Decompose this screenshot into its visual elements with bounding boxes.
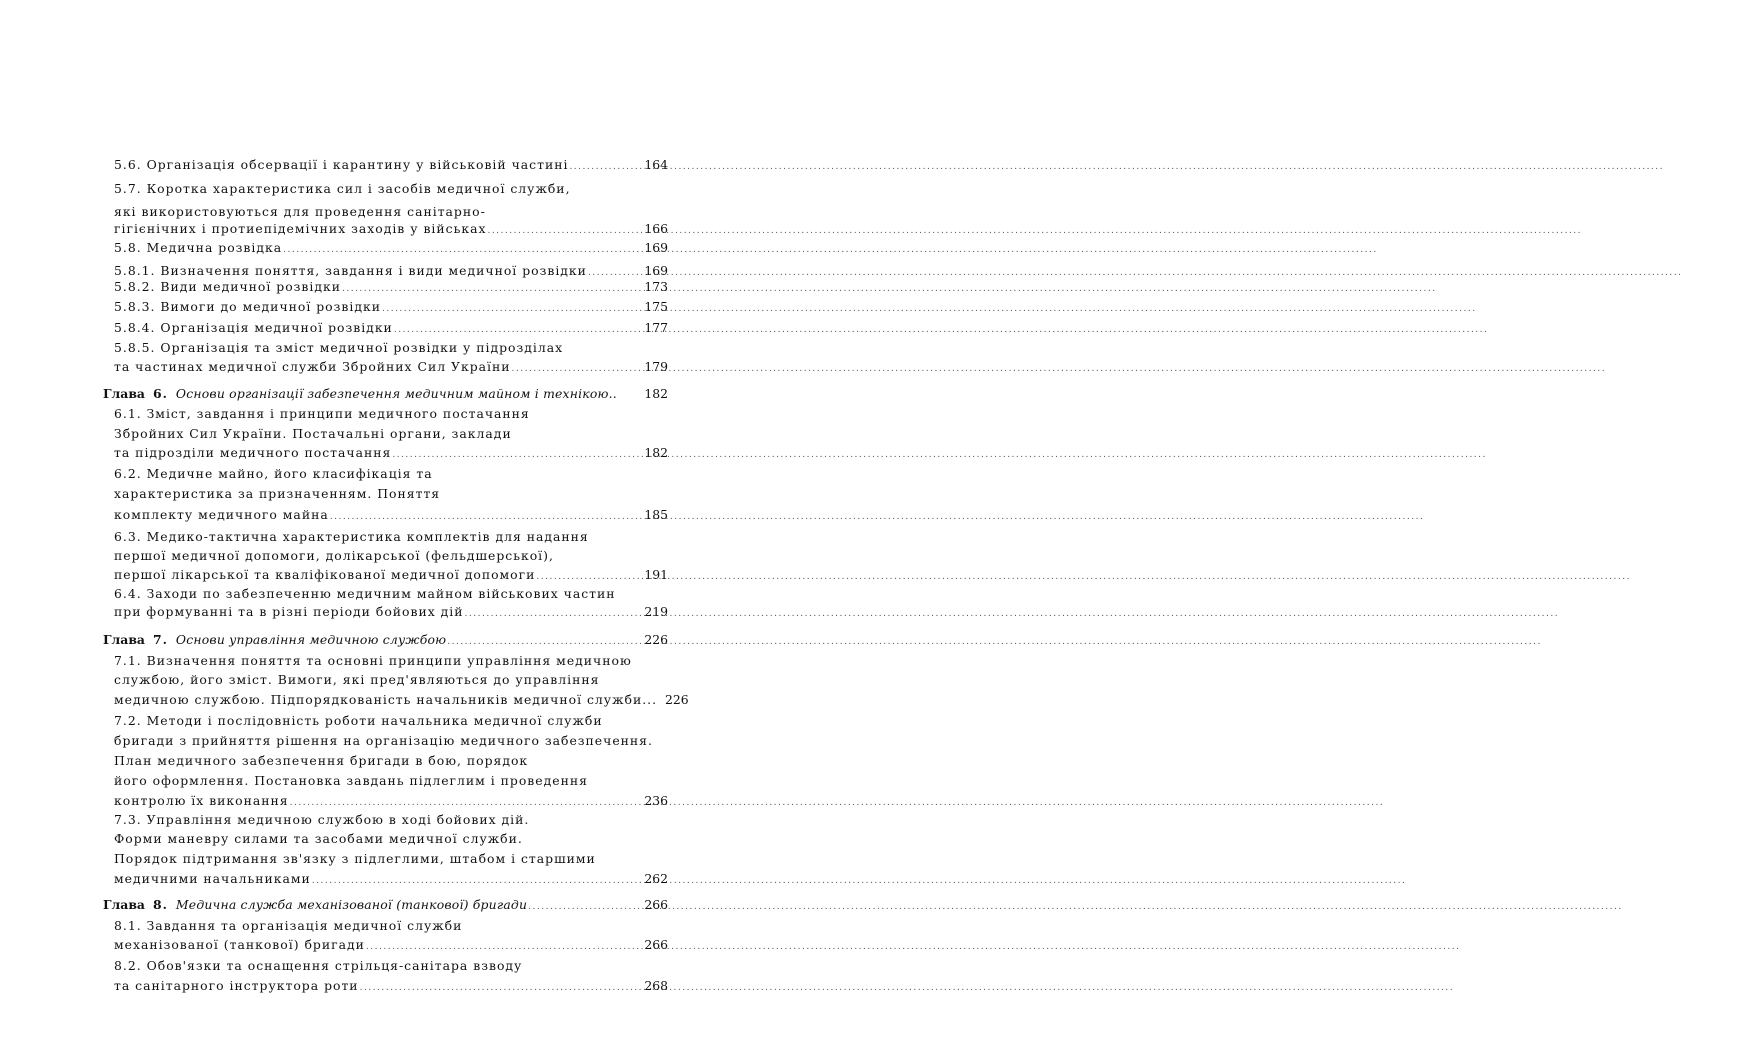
toc-page-number: 185	[644, 507, 668, 522]
leader-dots	[342, 284, 643, 294]
leader-dots	[366, 942, 643, 952]
toc-page-number: 182	[644, 386, 668, 401]
toc-entry-5-7	[114, 221, 668, 241]
toc-entry-7-1	[114, 692, 689, 712]
toc-entry-title: 5.8.4. Організація медичної розвідки	[114, 320, 393, 335]
toc-entry-title: медичними начальниками	[114, 871, 311, 886]
toc-entry-title: Форми маневру силами та засобами медичної служби.	[114, 831, 523, 846]
toc-entry-title: які використовуються для проведення санітарно-	[114, 204, 486, 219]
toc-entry-6-1-line-1	[114, 406, 668, 426]
leader-dots	[330, 512, 644, 522]
toc-entry-title: 8.2. Обов'язки та оснащення стрільця-санітара взводу	[114, 958, 523, 973]
toc-entry-title: та підрозділи медичного постачання	[114, 445, 392, 460]
toc-entry-5-7-line-1	[114, 181, 668, 201]
toc-entry-7-3	[114, 871, 668, 891]
toc-entry-title: 6.4. Заходи по забезпеченню медичним майном військових частин	[114, 586, 616, 601]
toc-entry-title: 6.1. Зміст, завдання і принципи медичного постачання	[114, 406, 530, 421]
toc-entry-7-2-line-4	[114, 773, 668, 793]
toc-entry-7-3-line-2	[114, 831, 668, 851]
toc-page-number: 226	[665, 692, 689, 707]
document-page	[0, 0, 750, 1061]
toc-page-number: 219	[644, 604, 668, 619]
toc-entry-title: його оформлення. Постановка завдань підлеглим і проведення	[114, 773, 588, 788]
toc-page-number: 177	[644, 320, 668, 335]
leader-dots	[512, 364, 644, 374]
toc-entry-title: 5.6. Організація обсервації і карантину у військовій частині	[114, 157, 569, 172]
leader-dots	[392, 450, 643, 460]
leader-dots	[283, 245, 643, 255]
toc-entry-7-2-line-3	[114, 753, 668, 773]
toc-page-number: 169	[644, 240, 668, 255]
toc-entry-8-1	[114, 937, 668, 957]
toc-entry-title: 5.8.3. Вимоги до медичної розвідки	[114, 299, 381, 314]
toc-page-number: 182	[644, 445, 668, 460]
toc-page-number: 268	[644, 978, 668, 993]
leader-dots	[290, 798, 644, 808]
toc-entry-title: Порядок підтримання зв'язку з підлеглими, штабом і старшими	[114, 851, 596, 866]
toc-entry-5-8-5	[114, 359, 668, 379]
chapter-label: Глава	[103, 897, 145, 912]
chapter-title: Медична служба механізованої (танкової) бригади	[175, 897, 528, 912]
toc-entry-7-3-line-3	[114, 851, 668, 871]
toc-entry-5-8	[114, 240, 668, 260]
toc-entry-title: контролю їх виконання	[114, 793, 289, 808]
toc-entry-6-1	[114, 445, 668, 465]
toc-chapter-8	[103, 897, 668, 917]
toc-chapter-7	[103, 632, 668, 652]
toc-page-number: 169	[644, 263, 668, 278]
leader-dots	[312, 876, 644, 886]
toc-entry-5-8-2	[114, 279, 668, 299]
toc-page-number: 175	[644, 299, 668, 314]
toc-entry-7-2-line-2	[114, 733, 668, 753]
toc-entry-title: 7.1. Визначення поняття та основні принципи управління медичною	[114, 653, 632, 668]
toc-entry-title: та частинах медичної служби Збройних Сил України	[114, 359, 511, 374]
toc-entry-title: План медичного забезпечення бригади в бою, порядок	[114, 753, 529, 768]
toc-entry-6-3-line-2	[114, 548, 668, 568]
toc-entry-title: 7.2. Методи і послідовність роботи начальника медичної служби	[114, 713, 603, 728]
toc-entry-6-3-line-1	[114, 529, 668, 549]
toc-entry-8-2-line-1	[114, 958, 668, 978]
toc-page-number: 164	[644, 157, 668, 172]
toc-page-number: 266	[644, 897, 668, 912]
toc-entry-8-1-line-1	[114, 918, 668, 938]
chapter-number: 6.	[152, 386, 168, 401]
toc-entry-title: 5.8.2. Види медичної розвідки	[114, 279, 341, 294]
toc-entry-title: 8.1. Завдання та організація медичної служби	[114, 918, 463, 933]
toc-entry-5-8-4	[114, 320, 668, 340]
toc-entry-6-2	[114, 507, 668, 527]
leader-dots	[588, 268, 643, 278]
toc-entry-6-1-line-2	[114, 426, 668, 446]
toc-page-number: 226	[644, 632, 668, 647]
chapter-title: Основи управління медичною службою	[175, 632, 447, 647]
toc-entry-7-3-line-1	[114, 812, 668, 832]
toc-entry-7-2-line-1	[114, 713, 668, 733]
toc-entry-title: бригади з прийняття рішення на організацію медичного забезпечення.	[114, 733, 653, 748]
leader-dots	[487, 226, 643, 236]
chapter-number: 8.	[152, 897, 168, 912]
toc-page-number: 236	[644, 793, 668, 808]
toc-entry-title: 5.8.5. Організація та зміст медичної розвідки у підрозділах	[114, 340, 564, 355]
toc-entry-8-2	[114, 978, 668, 998]
toc-entry-6-4	[114, 604, 668, 624]
toc-page-number: 191	[644, 567, 668, 582]
chapter-number: 7.	[152, 632, 168, 647]
toc-entry-title: 6.3. Медико-тактична характеристика комплектів для надання	[114, 529, 589, 544]
leader-dots	[382, 304, 643, 314]
toc-entry-title: медичною службою. Підпорядкованість начальників медичної служби...	[114, 692, 658, 707]
toc-entry-title: першої лікарської та кваліфікованої медичної допомоги	[114, 567, 536, 582]
leader-dots	[465, 609, 644, 619]
toc-entry-title: 5.7. Коротка характеристика сил і засобів медичної служби,	[114, 181, 571, 196]
toc-entry-7-1-line-2	[114, 672, 668, 692]
toc-entry-5-8-3	[114, 299, 668, 319]
leader-dots	[394, 325, 644, 335]
toc-entry-title: 7.3. Управління медичною службою в ході бойових дій.	[114, 812, 530, 827]
toc-entry-title: 5.8.1. Визначення поняття, завдання і види медичної розвідки	[114, 263, 587, 278]
toc-entry-title: гігієнічних і протиепідемічних заходів у військах	[114, 221, 487, 236]
toc-entry-title: комплекту медичного майна	[114, 507, 329, 522]
toc-entry-6-4-line-1	[114, 586, 668, 606]
toc-page-number: 173	[644, 279, 668, 294]
toc-entry-7-2	[114, 793, 668, 813]
toc-entry-title: при формуванні та в різні періоди бойових дій	[114, 604, 464, 619]
toc-entry-title: та санітарного інструктора роти	[114, 978, 359, 993]
toc-entry-6-2-line-1	[114, 466, 668, 486]
leader-dots	[528, 902, 643, 912]
toc-entry-title: першої медичної допомоги, долікарської (фельдшерської),	[114, 548, 554, 563]
leader-dots	[569, 162, 643, 172]
toc-entry-7-1-line-1	[114, 653, 668, 673]
toc-entry-5-6	[114, 157, 668, 177]
toc-entry-6-2-line-2	[114, 486, 668, 506]
toc-entry-title: 5.8. Медична розвідка	[114, 240, 283, 255]
toc-entry-5-8-5-line-1	[114, 340, 668, 360]
toc-chapter-6	[103, 386, 668, 406]
toc-entry-title: механізованої (танкової) бригади	[114, 937, 365, 952]
toc-page-number: 266	[644, 937, 668, 952]
leader-dots	[447, 637, 643, 647]
toc-page-number: 179	[644, 359, 668, 374]
toc-entry-title: Збройних Сил України. Постачальні органи, заклади	[114, 426, 512, 441]
toc-page-number: 262	[644, 871, 668, 886]
toc-page-number: 166	[644, 221, 668, 236]
chapter-label: Глава	[103, 386, 145, 401]
toc-entry-title: службою, його зміст. Вимоги, які пред'являються до управління	[114, 672, 600, 687]
toc-entry-6-3	[114, 567, 668, 587]
chapter-title: Основи організації забезпечення медичним майном і технікою..	[175, 386, 617, 401]
toc-entry-title: 6.2. Медичне майно, його класифікація та	[114, 466, 433, 481]
leader-dots	[536, 572, 643, 582]
toc-entry-title: характеристика за призначенням. Поняття	[114, 486, 441, 501]
leader-dots	[360, 983, 644, 993]
chapter-label: Глава	[103, 632, 145, 647]
